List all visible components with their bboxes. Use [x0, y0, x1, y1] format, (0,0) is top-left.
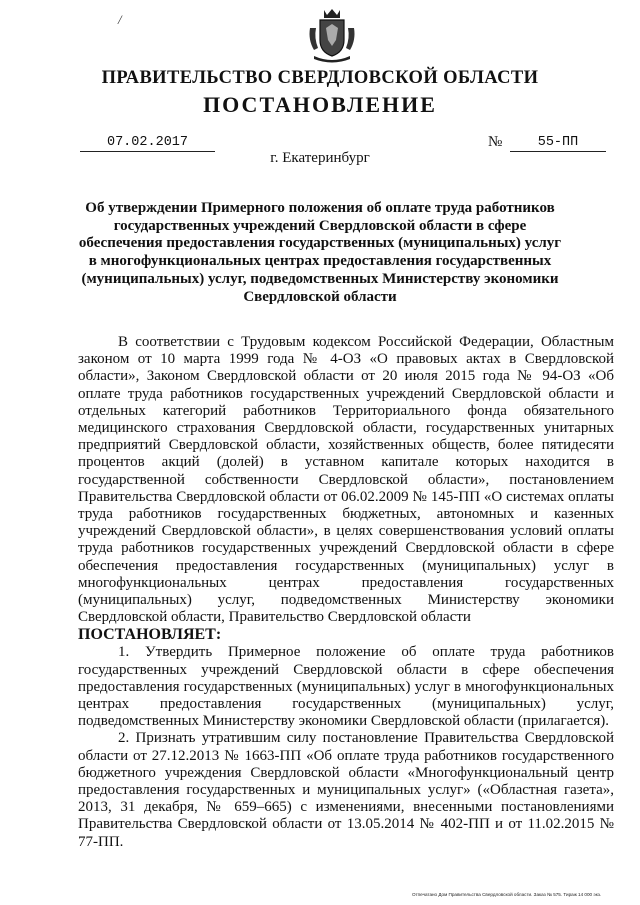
- document-body: [78, 334, 614, 851]
- item-1-paragraph: 1. Утвердить Примерное положение об оплате труда работников государственных учреждений Свердловской области в сфере обеспечения предоставления государственных (муниципальных) услуг в многофункциональных центрах предоставления государственных (муниципальных) услуг, подведомственных Министерству экономики Свердловской области (прилагается).: [78, 644, 614, 730]
- coat-of-arms-icon: [306, 6, 358, 64]
- print-note: Отпечатано Дом Правительства Свердловской области. Заказ № 575. Тираж 14 000 экз.: [412, 892, 602, 897]
- organization-title: ПРАВИТЕЛЬСТВО СВЕРДЛОВСКОЙ ОБЛАСТИ: [101, 68, 539, 88]
- pen-mark: /: [118, 12, 122, 27]
- decree-word: ПОСТАНОВЛЯЕТ:: [78, 626, 222, 644]
- document-title: Об утверждении Примерного положения об оплате труда работников государственных учреждений Свердловской области в сфере обеспечения предоставления государственных (муниципальных) услуг в многофункциональных центрах предоставления государственных (муниципальных) услуг, подведомственных Министерству экономики Свердловской области: [78, 200, 562, 305]
- document-city: г. Екатеринбург: [270, 150, 370, 166]
- document-number: 55-ПП: [510, 134, 606, 152]
- item-2-paragraph: 2. Признать утратившим силу постановление Правительства Свердловской области от 27.12.2013 № 1663-ПП «Об оплате труда работников государственного бюджетного учреждения Свердловской области «Многофункциональный центр предоставления государственных и муниципальных услуг» («Областная газета», 2013, 31 декабря, № 659–665) с изменениями, внесенными постановлениями Правительства Свердловской области от 13.05.2014 № 402-ПП и от 11.02.2015 № 77-ПП.: [78, 730, 614, 850]
- document-date: 07.02.2017: [80, 134, 215, 152]
- preamble-paragraph: В соответствии с Трудовым кодексом Российской Федерации, Областным законом от 10 марта 1999 года № 4-ОЗ «О правовых актах в Свердловской области», Законом Свердловской области от 20 июля 2015 года № 94-ОЗ «Об оплате труда работников государственных учреждений Свердловской области и отдельных категорий работников Территориального фонда обязательного медицинского страхования Свердловской области, государственных унитарных предприятий Свердловской области, хозяйственных обществ, более пятидесяти процентов акций (долей) в уставном капитале которых находится в государственной собственности Свердловской области», постановлением Правительства Свердловской области от 06.02.2009 № 145-ПП «О системах оплаты труда работников государственных бюджетных, автономных и казенных учреждений Свердловской области», в целях совершенствования условий оплаты труда работников государственных учреждений Свердловской области в сфере обеспечения предоставления государственных (муниципальных) услуг в многофункциональных центрах предоставления государственных (муниципальных) услуг, подведомственных Министерству экономики Свердловской области, Правительство Свердловской области: [78, 334, 614, 626]
- number-sign: №: [488, 134, 503, 150]
- document-type-heading: ПОСТАНОВЛЕНИЕ: [203, 92, 437, 117]
